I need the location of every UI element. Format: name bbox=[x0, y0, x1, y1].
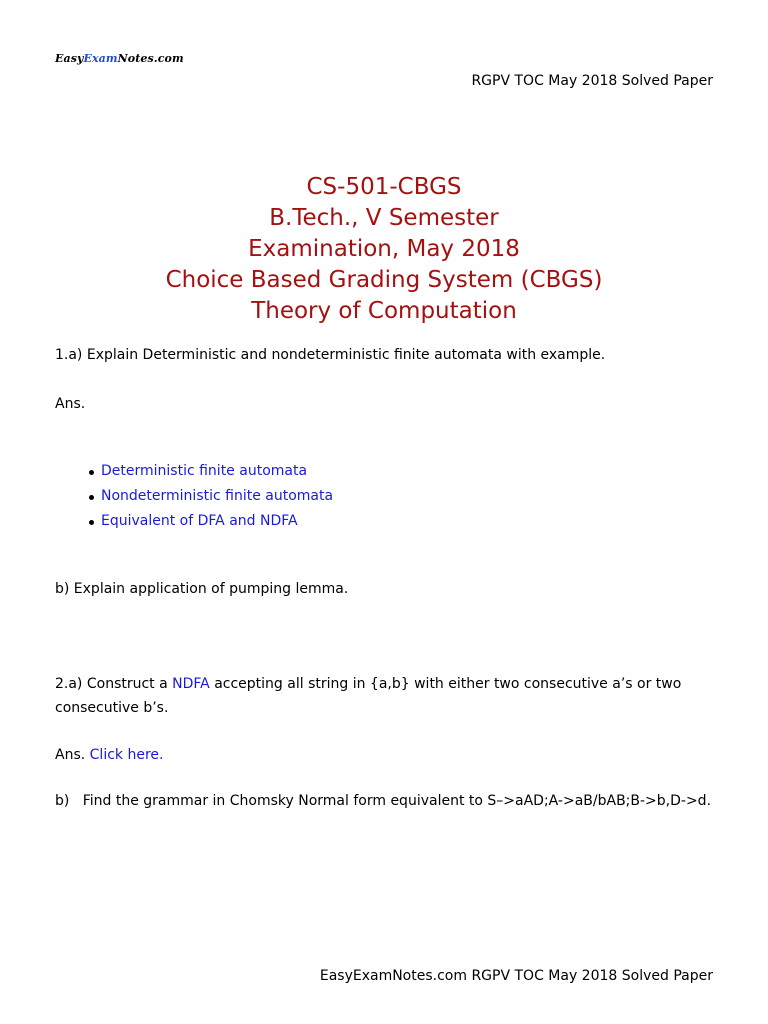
answer-label-2a: Ans. bbox=[55, 747, 90, 763]
exam-session: Examination, May 2018 bbox=[248, 236, 520, 262]
link-dfa-ndfa-equivalence[interactable]: Equivalent of DFA and NDFA bbox=[101, 513, 298, 529]
site-logo[interactable] bbox=[55, 52, 184, 65]
subject-name: Theory of Computation bbox=[251, 298, 517, 324]
link-nondeterministic-fa[interactable]: Nondeterministic finite automata bbox=[101, 488, 334, 504]
logo-part-notes: Notes.com bbox=[117, 52, 184, 65]
logo-part-exam: Exam bbox=[83, 52, 118, 65]
link-ndfa[interactable]: NDFA bbox=[172, 676, 210, 692]
link-deterministic-fa[interactable]: Deterministic finite automata bbox=[101, 463, 308, 479]
click-here-link[interactable]: Click here. bbox=[89, 747, 164, 763]
question-2b: b) Find the grammar in Chomsky Normal form equivalent to S–>aAD;A->aB/bAB;B->b,D->d. bbox=[55, 793, 712, 809]
question-2a-prefix: 2.a) Construct a bbox=[55, 676, 173, 692]
list-item bbox=[85, 484, 333, 509]
question-1a: 1.a) Explain Deterministic and nondeterministic finite automata with example. bbox=[55, 347, 606, 363]
question-2a-suffix: accepting all string in {a,b} with either two consecutive a’s or two bbox=[209, 676, 682, 692]
question-1b: b) Explain application of pumping lemma. bbox=[55, 581, 349, 597]
exam-title-block bbox=[0, 172, 768, 327]
question-2a-line2: consecutive b’s. bbox=[55, 700, 169, 716]
running-title: RGPV TOC May 2018 Solved Paper bbox=[471, 73, 713, 89]
question-2a bbox=[55, 672, 681, 720]
list-item bbox=[85, 509, 333, 534]
grading-system: Choice Based Grading System (CBGS) bbox=[165, 267, 603, 293]
program-semester: B.Tech., V Semester bbox=[269, 205, 499, 231]
list-item bbox=[85, 459, 333, 484]
logo-part-easy: Easy bbox=[55, 52, 84, 65]
answer-links-list bbox=[85, 459, 333, 534]
course-code: CS-501-CBGS bbox=[306, 174, 462, 200]
page-footer: EasyExamNotes.com RGPV TOC May 2018 Solved Paper bbox=[319, 968, 713, 984]
answer-2a bbox=[55, 743, 163, 767]
answer-label-1a: Ans. bbox=[55, 396, 86, 412]
